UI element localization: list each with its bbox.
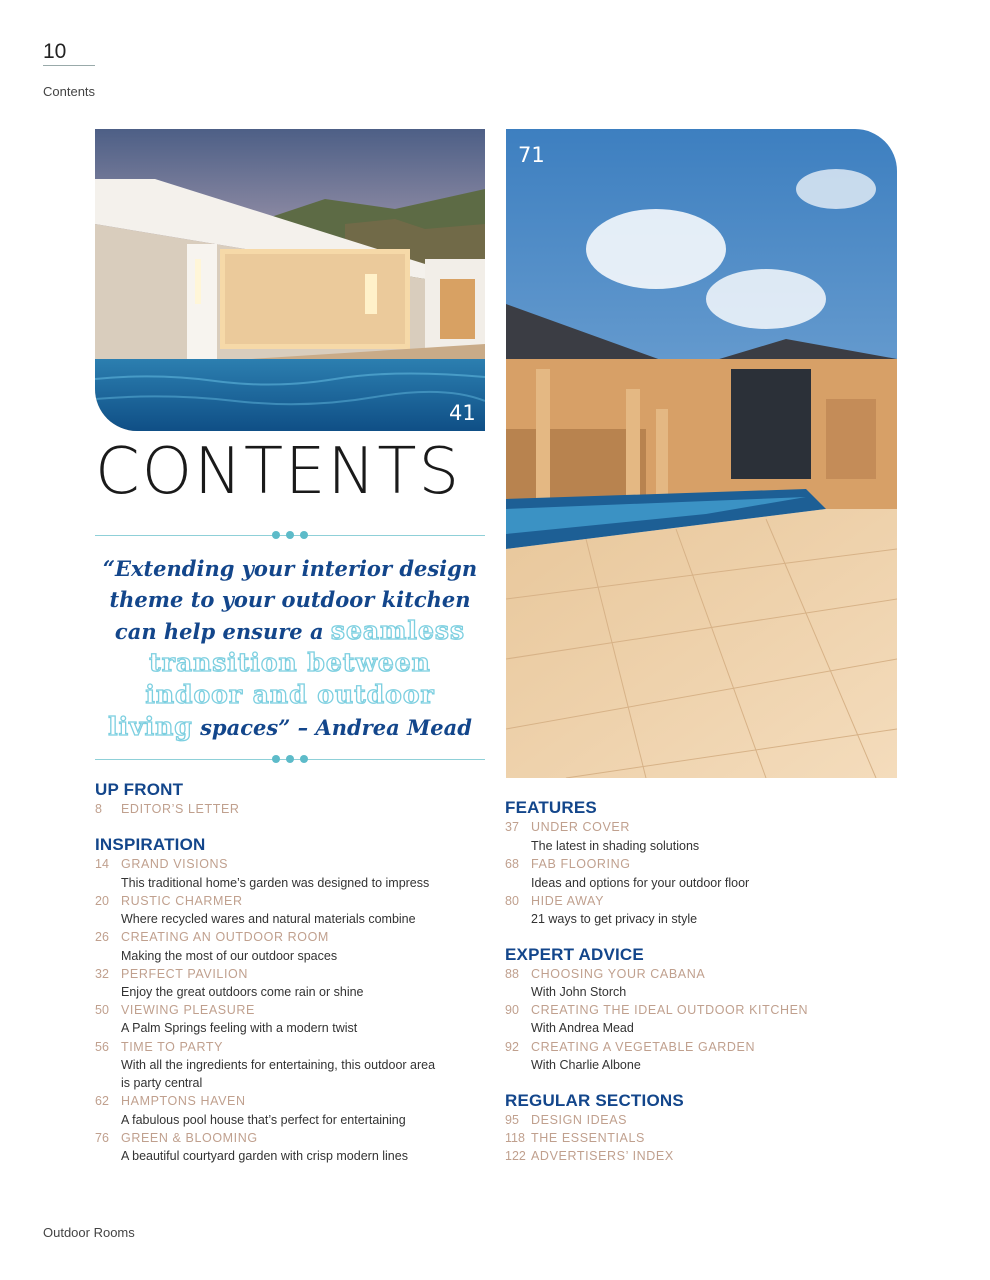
page-number-rule [43,65,95,66]
toc-entry-description: With Andrea Mead [531,1021,634,1035]
footer-publication: Outdoor Rooms [43,1225,135,1240]
toc-entry[interactable]: 90 CREATING THE IDEAL OUTDOOR KITCHEN [505,1003,809,1017]
pull-quote-highlight: seamless transition between indoor and outdoor living [108,616,466,741]
toc-entry[interactable]: 56 TIME TO PARTY [95,1040,224,1054]
toc-entry[interactable]: 62 HAMPTONS HAVEN [95,1094,246,1108]
page-number: 10 [43,40,67,63]
toc-entry[interactable]: 80 HIDE AWAY [505,894,605,908]
toc-entry[interactable]: 88 CHOOSING YOUR CABANA [505,967,706,981]
pull-quote-text: “Extending your interior design theme to your outdoor kitchen can help ensure a [102,556,478,644]
left-photo-page-ref: 41 [449,401,476,425]
toc-entry-description: Making the most of our outdoor spaces [121,949,338,963]
toc-entry[interactable]: 118 THE ESSENTIALS [505,1131,645,1145]
toc-entry[interactable]: 26 CREATING AN OUTDOOR ROOM [95,930,329,944]
quote-dots-top [265,531,315,539]
contents-title: CONTENTS [95,435,462,509]
section-heading-features: FEATURES [505,798,597,817]
toc-entry-description-cont: is party central [121,1076,203,1090]
toc-entry[interactable]: 92 CREATING A VEGETABLE GARDEN [505,1040,756,1054]
toc-entry-description: This traditional home’s garden was designed to impress [121,876,430,890]
section-heading-up-front: UP FRONT [95,780,184,799]
toc-entry[interactable]: 122 ADVERTISERS’ INDEX [505,1149,674,1163]
toc-entry-description: Ideas and options for your outdoor floor [531,876,750,890]
toc-entry[interactable]: 20 RUSTIC CHARMER [95,894,243,908]
toc-entry-description: With Charlie Albone [531,1058,641,1072]
house-pool-deck-photo [506,129,897,778]
toc-entry[interactable]: 8 EDITOR’S LETTER [95,802,240,816]
toc-entry-description: With all the ingredients for entertaining, this outdoor area [121,1058,436,1072]
toc-entry-description: With John Storch [531,985,627,999]
pool-pavilion-photo [95,129,485,431]
quote-dots-bottom [265,755,315,763]
section-heading-inspiration: INSPIRATION [95,835,206,854]
toc-entry-description: Enjoy the great outdoors come rain or shine [121,985,364,999]
right-photo-page-ref: 71 [518,143,545,167]
toc-entry-description: The latest in shading solutions [531,839,700,853]
toc-entry[interactable]: 50 VIEWING PLEASURE [95,1003,255,1017]
pull-quote-attribution: spaces” – Andrea Mead [200,715,472,740]
toc-entry[interactable]: 76 GREEN & BLOOMING [95,1131,258,1145]
toc-entry-description: A Palm Springs feeling with a modern twist [121,1021,358,1035]
toc-entry[interactable]: 68 FAB FLOORING [505,857,631,871]
toc-entry-description: Where recycled wares and natural materials combine [121,912,416,926]
toc-entry[interactable]: 37 UNDER COVER [505,820,630,834]
section-label: Contents [43,84,96,99]
toc-entry[interactable]: 32 PERFECT PAVILION [95,967,248,981]
toc-entry-description: A beautiful courtyard garden with crisp modern lines [121,1149,408,1163]
toc-entry-description: 21 ways to get privacy in style [531,912,698,926]
toc-entry[interactable]: 14 GRAND VISIONS [95,857,229,871]
section-heading-expert-advice: EXPERT ADVICE [505,945,644,964]
section-heading-regular-sections: REGULAR SECTIONS [505,1091,684,1110]
toc-entry-description: A fabulous pool house that’s perfect for entertaining [121,1113,406,1127]
toc-entry[interactable]: 95 DESIGN IDEAS [505,1113,628,1127]
pull-quote [100,553,480,743]
